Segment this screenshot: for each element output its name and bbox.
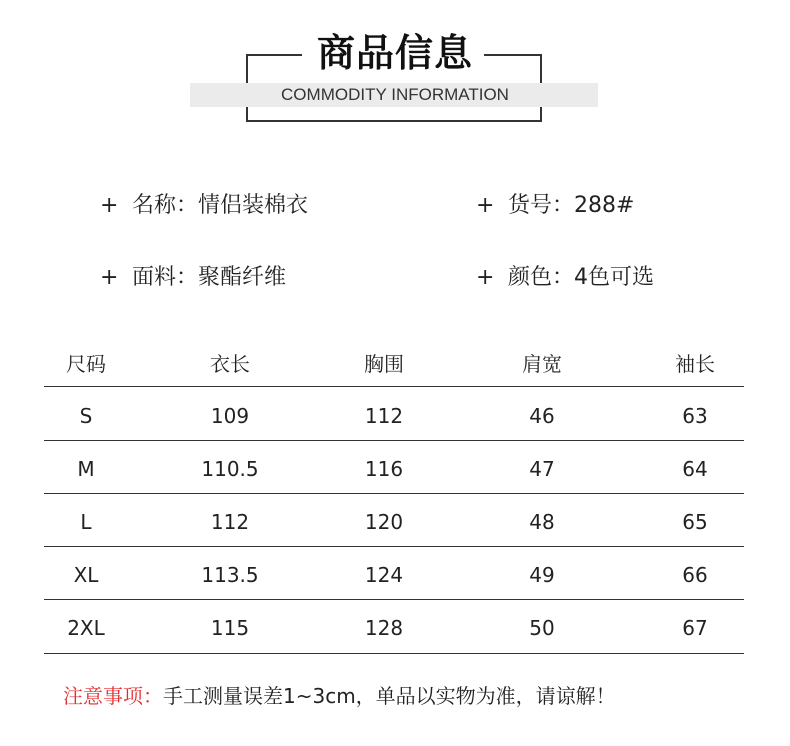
table-divider (44, 493, 744, 494)
table-cell: 124 (364, 563, 404, 587)
table-cell: 49 (529, 563, 555, 587)
table-cell: 65 (682, 510, 708, 534)
table-row (44, 390, 744, 442)
plus-icon: + (476, 193, 495, 218)
notice-label: 注意事项： (63, 684, 163, 708)
table-cell: 120 (364, 510, 404, 534)
page-subtitle: COMMODITY INFORMATION (281, 85, 509, 104)
table-cell: 112 (364, 404, 404, 428)
table-cell: M (77, 457, 95, 481)
table-row (44, 443, 744, 495)
table-row (44, 496, 744, 548)
info-name (100, 188, 308, 219)
notice (63, 680, 616, 709)
table-cell: 47 (529, 457, 555, 481)
table-header-cell: 胸围 (364, 352, 404, 376)
table-cell: 112 (210, 510, 250, 534)
table-divider (44, 440, 744, 441)
table-header-cell: 袖长 (675, 352, 715, 376)
table-cell: S (79, 404, 93, 428)
table-cell: 113.5 (201, 563, 259, 587)
table-header-cell: 肩宽 (522, 352, 562, 376)
table-cell: 128 (364, 616, 404, 640)
table-divider (44, 546, 744, 547)
table-cell: 67 (682, 616, 708, 640)
notice-text: 手工测量误差1~3cm，单品以实物为准，请谅解！ (163, 684, 616, 708)
info-color (476, 260, 654, 291)
table-cell: 115 (210, 616, 250, 640)
info-color-text: 颜色：4色可选 (508, 265, 654, 290)
table-divider (44, 653, 744, 654)
table-cell: 116 (364, 457, 404, 481)
plus-icon: + (476, 265, 495, 290)
info-fabric-text: 面料：聚酯纤维 (132, 265, 287, 290)
page-title: 商品信息 (316, 31, 473, 75)
plus-icon: + (100, 193, 119, 218)
table-header-row (44, 341, 744, 387)
info-sku-text: 货号：288# (508, 193, 635, 218)
table-cell: 46 (529, 404, 555, 428)
table-cell: 48 (529, 510, 555, 534)
table-cell: 2XL (67, 616, 105, 640)
table-cell: 66 (682, 563, 708, 587)
table-divider (44, 386, 744, 387)
table-cell: L (80, 510, 92, 534)
table-divider (44, 599, 744, 600)
table-header-cell: 尺码 (66, 352, 106, 376)
info-fabric (100, 260, 286, 291)
plus-icon: + (100, 265, 119, 290)
info-sku (476, 188, 634, 219)
table-cell: 64 (682, 457, 708, 481)
table-cell: 110.5 (201, 457, 259, 481)
info-name-text: 名称：情侣装棉衣 (132, 193, 309, 218)
table-cell: 50 (529, 616, 555, 640)
table-cell: 109 (210, 404, 250, 428)
table-row (44, 602, 744, 654)
table-cell: 63 (682, 404, 708, 428)
table-row (44, 549, 744, 601)
table-header-cell: 衣长 (210, 352, 250, 376)
frame-bottom (246, 120, 542, 122)
table-cell: XL (73, 563, 99, 587)
